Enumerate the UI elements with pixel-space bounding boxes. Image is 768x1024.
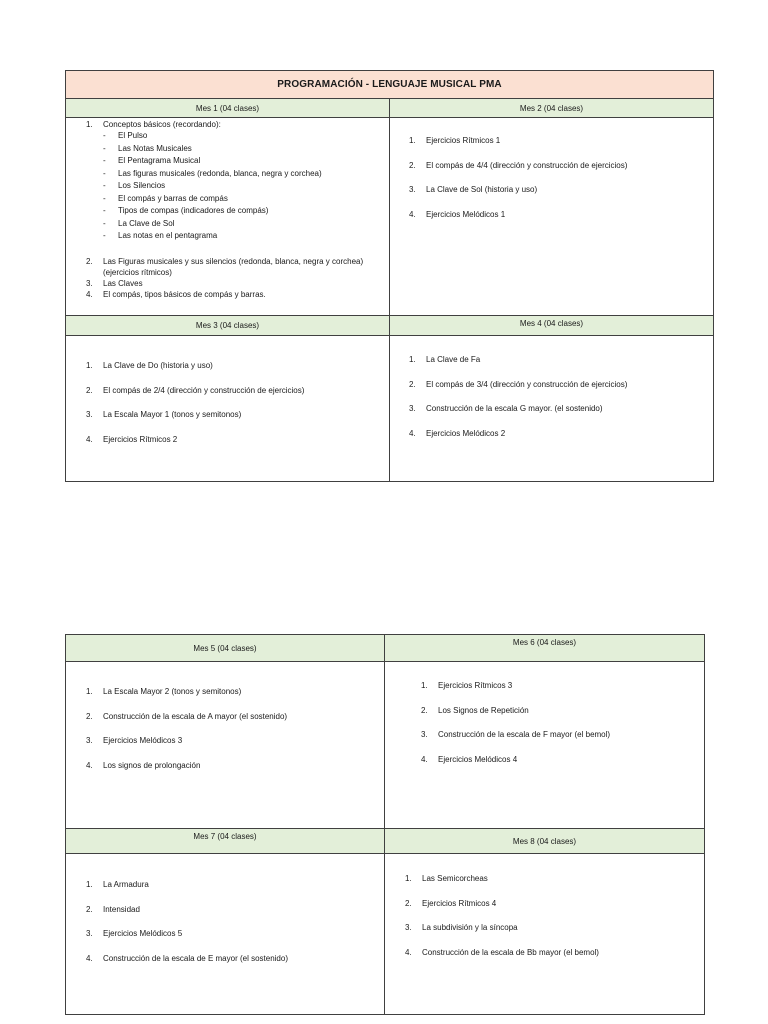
list-item xyxy=(405,947,700,958)
list-item xyxy=(405,898,700,909)
list-item xyxy=(421,754,701,765)
item-number: 2. xyxy=(421,705,428,715)
month-1-header: Mes 1 (04 clases) xyxy=(66,99,389,118)
item-number: 3. xyxy=(86,410,93,420)
item-text: Ejercicios Melódicos 2 xyxy=(426,428,506,438)
item-text: Construcción de la escala de F mayor (el bemol) xyxy=(438,730,611,740)
item-number: 2. xyxy=(86,256,93,266)
list-item xyxy=(86,434,386,445)
item-number: 2. xyxy=(86,385,93,395)
list-item xyxy=(86,928,381,939)
list-item xyxy=(405,873,700,884)
item-number: 2. xyxy=(86,904,93,914)
item-text: El compás, tipos básicos de compás y barras. xyxy=(103,289,266,299)
item-number: 2. xyxy=(409,160,416,170)
item-number: 1. xyxy=(86,880,93,889)
list-item xyxy=(421,680,701,691)
item-number: 1. xyxy=(409,136,416,145)
item-text: Intensidad xyxy=(103,904,140,914)
list-item xyxy=(86,953,381,964)
month-5-header: Mes 5 (04 clases) xyxy=(66,635,384,662)
item-text: La Armadura xyxy=(103,880,149,889)
item-text: Conceptos básicos (recordando): xyxy=(103,120,221,129)
subitem: - Los Silencios xyxy=(101,180,386,193)
subitem: - El compás y barras de compás xyxy=(101,193,386,206)
item-text: Construcción de la escala de A mayor (el sostenido) xyxy=(103,711,288,721)
list-item xyxy=(86,385,386,396)
item-text: El compás de 2/4 (dirección y construcción de ejercicios) xyxy=(103,385,305,395)
item-number: 4. xyxy=(409,428,416,438)
schedule-table-part-1 xyxy=(65,70,714,482)
list-item xyxy=(86,289,371,300)
item-number: 4. xyxy=(405,947,412,957)
item-number: 4. xyxy=(86,289,93,299)
month-8-content xyxy=(405,873,700,1003)
list-item xyxy=(409,135,709,146)
list-item xyxy=(405,922,700,933)
month-7-header: Mes 7 (04 clases) xyxy=(66,829,384,854)
item-text: Las Figuras musicales y sus silencios (redonda, blanca, negra y corchea) (ejercicios rítmicos) xyxy=(103,256,364,277)
month-4-content xyxy=(409,354,709,474)
item-text: Ejercicios Melódicos 1 xyxy=(426,209,506,219)
item-number: 2. xyxy=(409,379,416,389)
month-4-header: Mes 4 (04 clases) xyxy=(390,316,713,336)
month-5-content xyxy=(86,686,381,826)
item-text: La Clave de Sol (historia y uso) xyxy=(426,185,538,195)
list-item xyxy=(86,735,381,746)
list-item xyxy=(86,904,381,915)
item-text: La Clave de Fa xyxy=(426,355,481,364)
subitem: - Las notas en el pentagrama xyxy=(101,230,386,243)
item-text: La Escala Mayor 1 (tonos y semitonos) xyxy=(103,410,242,420)
item-text: La subdivisión y la síncopa xyxy=(422,923,518,933)
item-text: La Clave de Do (historia y uso) xyxy=(103,361,213,370)
item-text: Ejercicios Rítmicos 1 xyxy=(426,136,501,145)
month-6-header: Mes 6 (04 clases) xyxy=(385,635,704,662)
item-text: Construcción de la escala de E mayor (el sostenido) xyxy=(103,953,288,963)
item-number: 3. xyxy=(421,730,428,740)
list-item xyxy=(409,428,709,439)
item-text: Los Signos de Repetición xyxy=(438,705,529,715)
item-number: 3. xyxy=(86,929,93,939)
item-text: Las Semicorcheas xyxy=(422,874,488,883)
subitem: - El Pulso xyxy=(101,130,386,143)
list-item xyxy=(86,119,386,130)
month-3-content xyxy=(86,360,386,475)
item-number: 3. xyxy=(86,278,93,288)
list-item xyxy=(86,278,371,289)
list-item xyxy=(86,686,381,697)
item-number: 1. xyxy=(405,874,412,883)
month-2-content xyxy=(409,135,709,305)
item-text: Los signos de prolongación xyxy=(103,760,201,770)
item-number: 4. xyxy=(421,754,428,764)
item-number: 4. xyxy=(86,953,93,963)
subitem: - El Pentagrama Musical xyxy=(101,155,386,168)
item-number: 1. xyxy=(409,355,416,364)
item-number: 3. xyxy=(409,404,416,414)
item-number: 4. xyxy=(409,209,416,219)
item-number: 4. xyxy=(86,760,93,770)
list-item xyxy=(409,379,709,390)
month-8-header: Mes 8 (04 clases) xyxy=(385,829,704,854)
list-item xyxy=(86,360,386,371)
item-text: Ejercicios Melódicos 3 xyxy=(103,736,183,746)
subitem: - Las figuras musicales (redonda, blanca, negra y corchea) xyxy=(101,168,386,181)
month-1-subitems xyxy=(101,130,386,243)
schedule-table-part-2 xyxy=(65,634,705,1015)
item-text: Las Claves xyxy=(103,278,143,288)
item-text: Ejercicios Melódicos 4 xyxy=(438,754,518,764)
table-title: PROGRAMACIÓN - LENGUAJE MUSICAL PMA xyxy=(66,71,713,99)
item-number: 1. xyxy=(86,687,93,696)
item-text: La Escala Mayor 2 (tonos y semitonos) xyxy=(103,687,242,696)
list-item xyxy=(409,354,709,365)
list-item xyxy=(86,256,371,278)
item-number: 2. xyxy=(86,711,93,721)
list-item xyxy=(86,879,381,890)
list-item xyxy=(86,409,386,420)
list-item xyxy=(409,209,709,220)
item-text: Ejercicios Rítmicos 3 xyxy=(438,681,513,690)
item-text: El compás de 3/4 (dirección y construcción de ejercicios) xyxy=(426,379,628,389)
item-number: 1. xyxy=(86,120,93,129)
month-1-content xyxy=(86,119,386,315)
item-number: 3. xyxy=(409,185,416,195)
subitem: - Tipos de compas (indicadores de compás) xyxy=(101,205,386,218)
item-text: Construcción de la escala de Bb mayor (el bemol) xyxy=(422,947,599,957)
item-number: 3. xyxy=(86,736,93,746)
item-number: 3. xyxy=(405,923,412,933)
item-text: Ejercicios Rítmicos 2 xyxy=(103,434,178,444)
month-6-content xyxy=(421,680,701,820)
list-item xyxy=(86,760,381,771)
list-item xyxy=(421,729,701,740)
item-number: 4. xyxy=(86,434,93,444)
month-3-header: Mes 3 (04 clases) xyxy=(66,316,389,336)
subitem: - Las Notas Musicales xyxy=(101,143,386,156)
item-text: Ejercicios Rítmicos 4 xyxy=(422,898,497,908)
list-item xyxy=(409,403,709,414)
item-number: 1. xyxy=(421,681,428,690)
item-number: 1. xyxy=(86,361,93,370)
item-number: 2. xyxy=(405,898,412,908)
list-item xyxy=(421,705,701,716)
item-text: Construcción de la escala G mayor. (el sostenido) xyxy=(426,404,603,414)
month-2-header: Mes 2 (04 clases) xyxy=(390,99,713,118)
list-item xyxy=(409,160,709,171)
month-7-content xyxy=(86,879,381,1009)
list-item xyxy=(409,184,709,195)
item-text: Ejercicios Melódicos 5 xyxy=(103,929,183,939)
list-item xyxy=(86,711,381,722)
item-text: El compás de 4/4 (dirección y construcción de ejercicios) xyxy=(426,160,628,170)
subitem: - La Clave de Sol xyxy=(101,218,386,231)
